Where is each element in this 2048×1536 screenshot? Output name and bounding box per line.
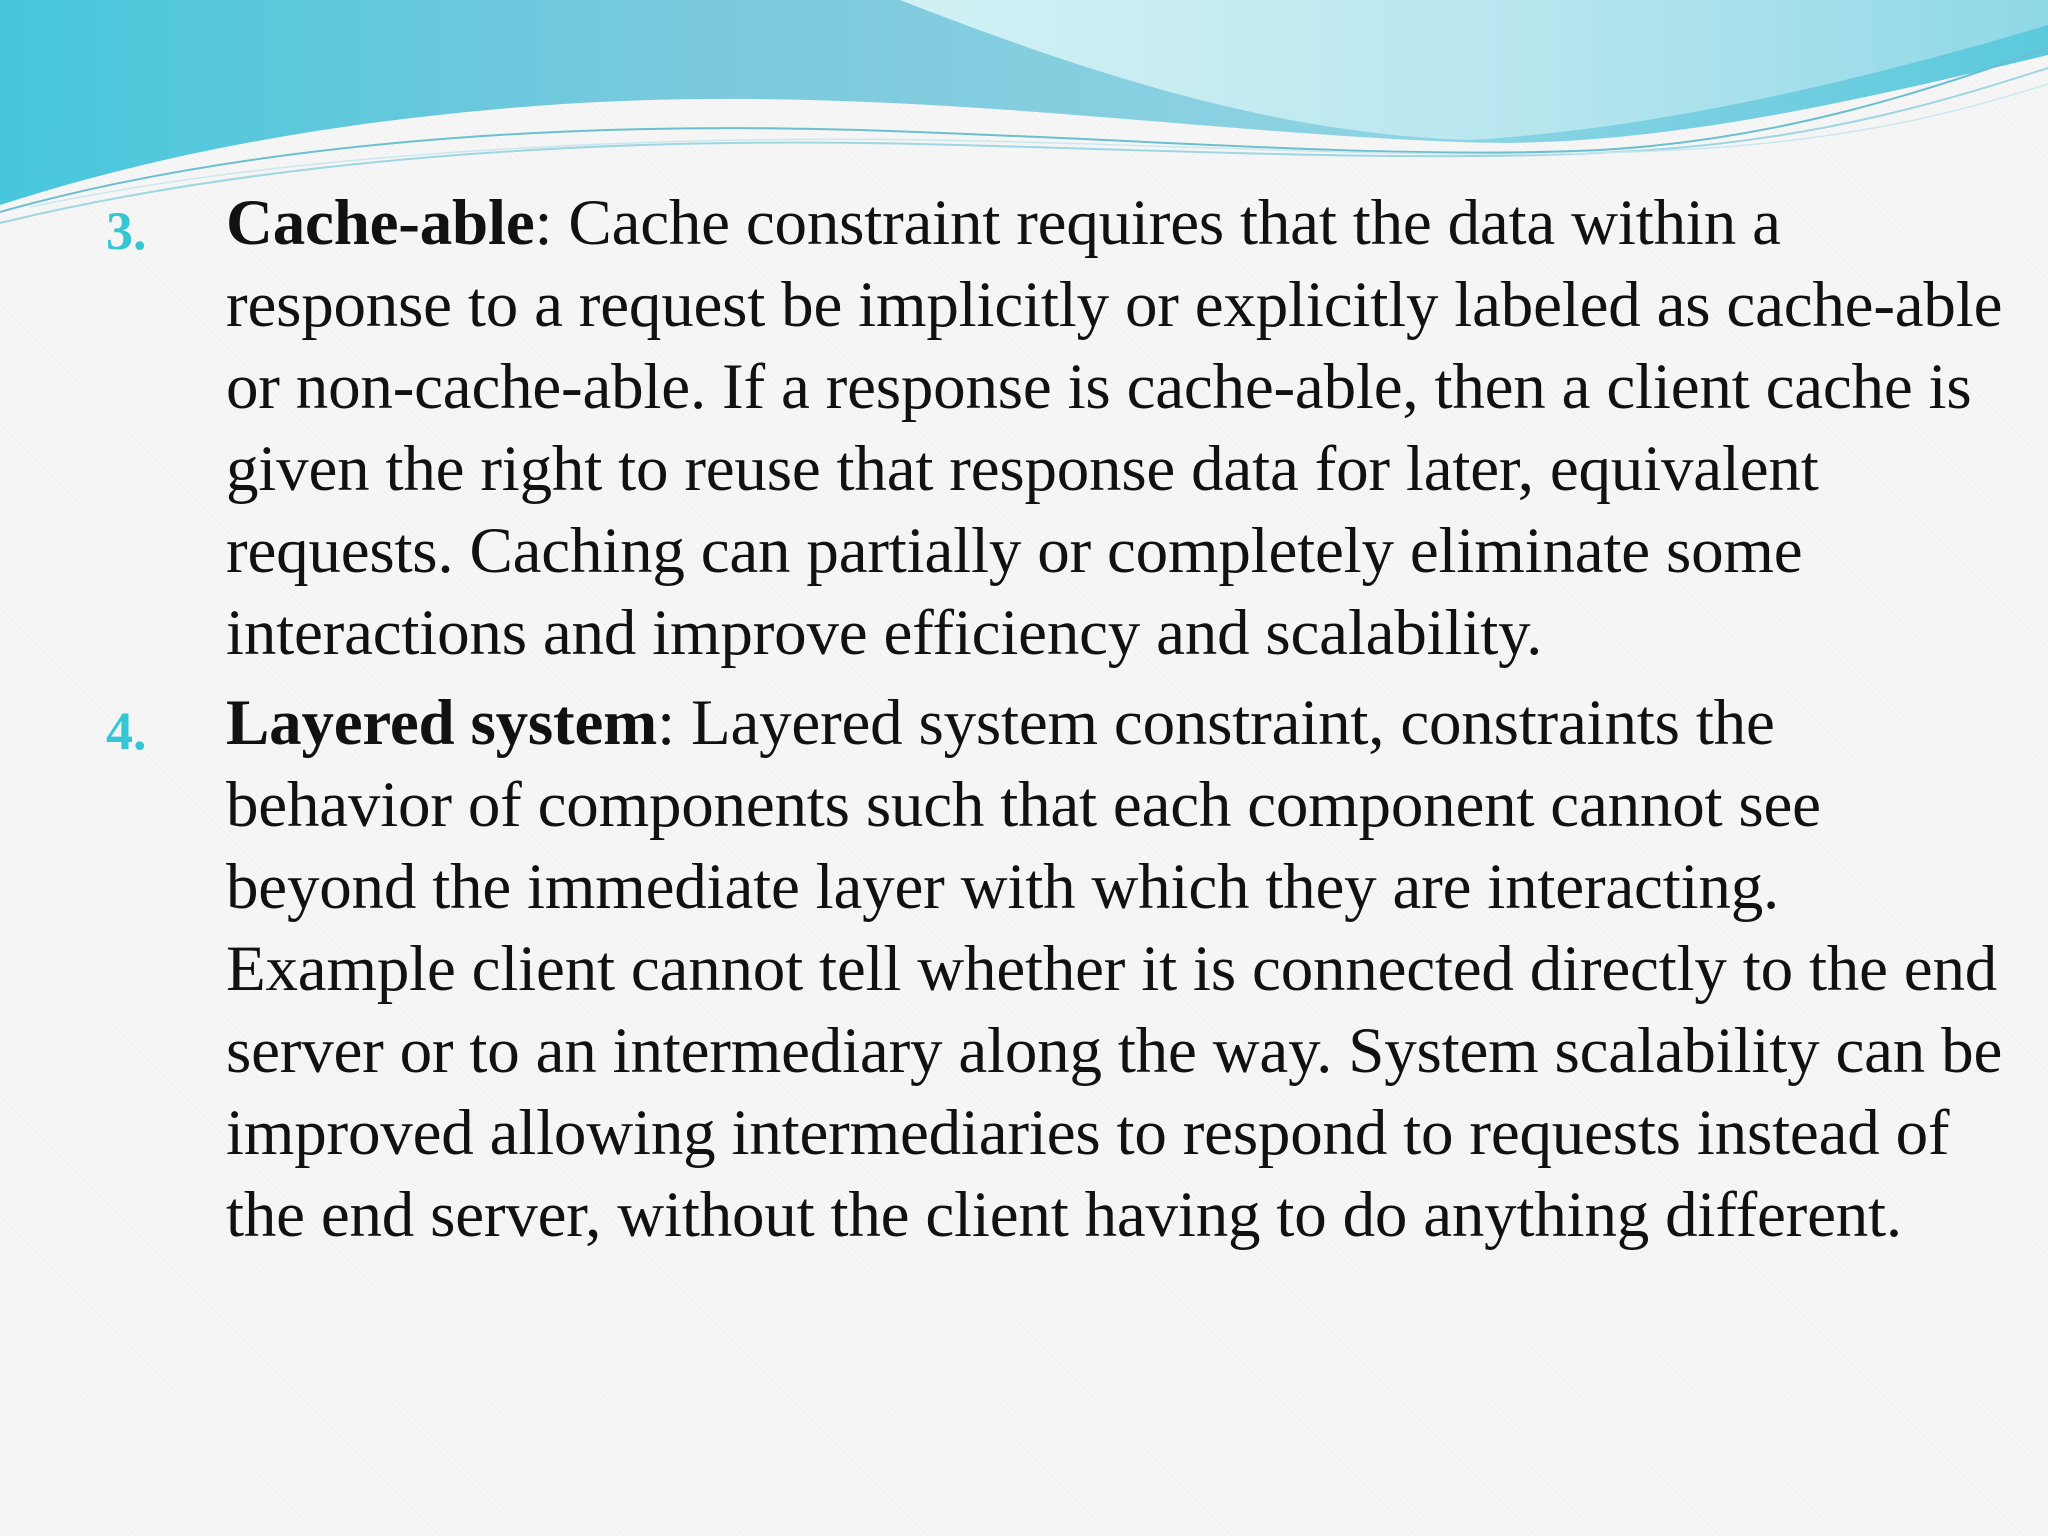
list-item-text — [226, 682, 2016, 1256]
list-number: 3. — [106, 201, 147, 261]
constraint-description: Cache constraint requires that the data within a response to a request be implicitly or explicitly labeled as cache-able or non-cache-able. If a response is cache-able, then a client cache is given the right to reuse that response data for later, equivalent requests. Caching can partially or completely eliminate some interactions and improve efficiency and scalability. — [226, 187, 2003, 669]
constraint-term: Layered system — [226, 687, 658, 759]
list-item-text — [226, 182, 2016, 674]
list-item-cache-able — [0, 182, 2016, 674]
list-number: 4. — [106, 701, 147, 761]
term-separator: : — [534, 187, 553, 259]
constraint-list — [0, 182, 2048, 1264]
list-item-layered-system — [0, 682, 2016, 1256]
constraint-term: Cache-able — [226, 187, 535, 259]
constraint-description: Layered system constraint, constraints the behavior of components such that each component cannot see beyond the immediate layer with which they are interacting. Example client cannot tell whether it is connected directly to the end server or to an intermediary along the way. System scalability can be improved allowing intermediaries to respond to requests instead of the end server, without the client having to do anything different. — [226, 687, 2003, 1251]
term-separator: : — [657, 687, 675, 759]
